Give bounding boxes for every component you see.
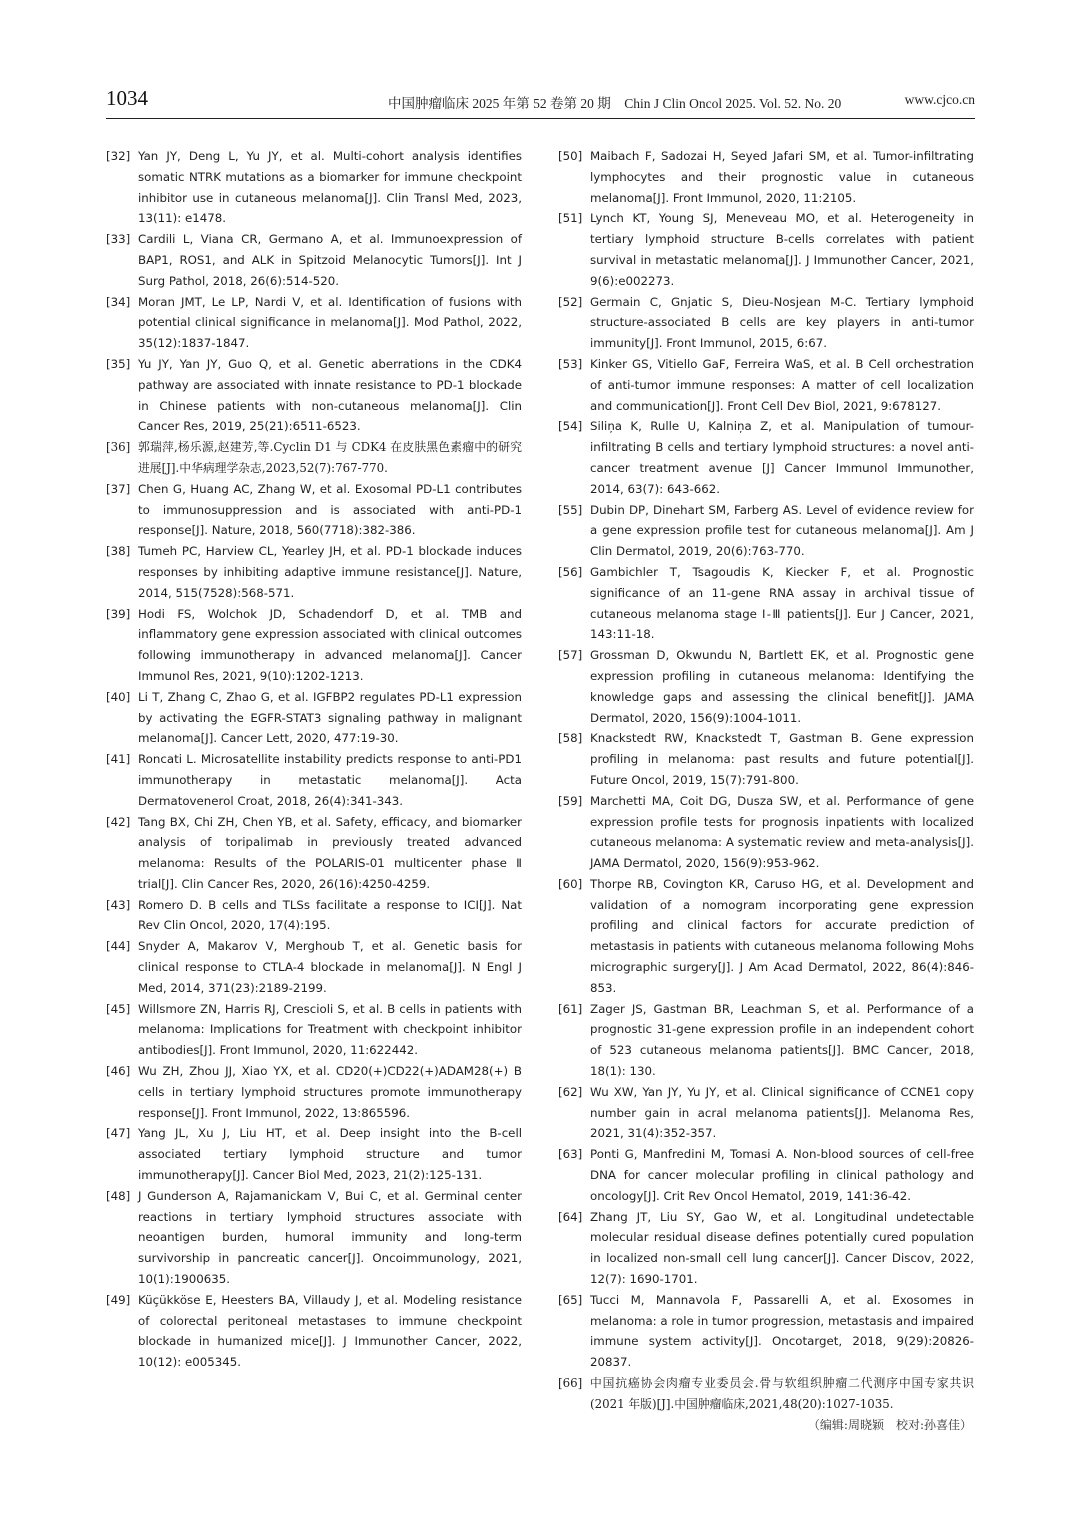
references-right-column — [558, 146, 974, 1435]
reference-number: [60] — [558, 876, 583, 891]
reference-text: Snyder A, Makarov V, Merghoub T, et al. Genetic basis for clinical response to CTLA-4 blockade in melanoma[J]. N Engl J Med, 2014, 371(23):2189-2199. — [138, 939, 522, 995]
editor-note: （编辑:周晓颖 校对:孙喜佳） — [807, 1417, 972, 1432]
reference-text: Küçükköse E, Heesters BA, Villaudy J, et al. Modeling resistance of colorectal peritoneal metastases to immune checkpoint blockade in humanized mice[J]. J Immunother Cancer, 2022, 10(12): e005345. — [138, 1292, 522, 1370]
reference-text: Tucci M, Mannavola F, Passarelli A, et al. Exosomes in melanoma: a role in tumor progression, metastasis and impaired immune system activity[J]. Oncotarget, 2018, 9(29):20826-20837. — [590, 1292, 974, 1370]
reference-text: Knackstedt RW, Knackstedt T, Gastman B. Gene expression profiling in melanoma: past results and future potential[J]. Future Oncol, 2019, 15(7):791-800. — [590, 731, 974, 787]
reference-item — [106, 1186, 522, 1290]
reference-item — [106, 812, 522, 895]
reference-text: Moran JMT, Le LP, Nardi V, et al. Identification of fusions with potential clinical significance in melanoma[J]. Mod Pathol, 2022, 35(12):1837-1847. — [138, 294, 522, 351]
reference-text: 郭瑞萍,杨乐源,赵建芳,等.Cyclin D1 与 CDK4 在皮肤黑色素瘤中的研究进展[J].中华病理学杂志,2023,52(7):767-770. — [138, 440, 522, 475]
reference-number: [65] — [558, 1292, 583, 1307]
reference-item — [558, 1207, 974, 1290]
reference-text: Roncati L. Microsatellite instability predicts response to anti-PD1 immunotherapy in metastatic melanoma[J]. Acta Dermatovenerol Croat, 2018, 26(4):341-343. — [138, 752, 522, 808]
reference-item — [106, 479, 522, 541]
reference-number: [52] — [558, 294, 583, 309]
reference-text: Yang JL, Xu J, Liu HT, et al. Deep insight into the B-cell associated tertiary lymphoid structure and tumor immunotherapy[J]. Cancer Biol Med, 2023, 21(2):125-131. — [138, 1126, 522, 1183]
reference-text: Zager JS, Gastman BR, Leachman S, et al. Performance of a prognostic 31-gene expression profile in an independent cohort of 523 cutaneous melanoma patients[J]. BMC Cancer, 2018, 18(1): 130. — [590, 1001, 974, 1079]
reference-item — [558, 1373, 974, 1415]
journal-website: www.cjco.cn — [904, 92, 975, 107]
reference-item — [558, 500, 974, 562]
reference-item — [106, 229, 522, 291]
reference-text: Gambichler T, Tsagoudis K, Kiecker F, et al. Prognostic significance of an 11-gene RNA assay in archival tissue of cutaneous melanoma stage Ⅰ-Ⅲ patients[J]. Eur J Cancer, 2021, 143:11-18. — [590, 564, 974, 642]
reference-item — [558, 562, 974, 645]
reference-number: [48] — [106, 1188, 131, 1203]
reference-text: Siliņa K, Rulle U, Kalniņa Z, et al. Manipulation of tumour-infiltrating B cells and tertiary lymphoid structures: a novel anti-cancer treatment avenue [J] Cancer Immunol Immunother, 2014, 63(7): 643-662. — [590, 419, 974, 496]
reference-number: [64] — [558, 1209, 583, 1224]
reference-item — [558, 354, 974, 416]
reference-item — [106, 146, 522, 229]
reference-number: [33] — [106, 232, 131, 247]
reference-number: [49] — [106, 1292, 131, 1307]
reference-item — [558, 1082, 974, 1144]
reference-number: [57] — [558, 648, 583, 663]
reference-number: [34] — [106, 294, 131, 309]
reference-text: Li T, Zhang C, Zhao G, et al. IGFBP2 regulates PD-L1 expression by activating the EGFR-STAT3 signaling pathway in malignant melanoma[J]. Cancer Lett, 2020, 477:19-30. — [138, 689, 522, 746]
reference-text: Tang BX, Chi ZH, Chen YB, et al. Safety, efficacy, and biomarker analysis of toripalimab in previously treated advanced melanoma: Results of the POLARIS-01 multicenter phase Ⅱ trial[J]. Clin Cancer Res, 2020, 26(16):4250-4259. — [138, 814, 522, 891]
reference-text: Thorpe RB, Covington KR, Caruso HG, et al. Development and validation of a nomogram incorporating gene expression profiling and clinical factors for accurate prediction of metastasis in patients with cutaneous melanoma following Mohs micrographic surgery[J]. J Am Acad Dermatol, 2022, 86(4):846-853. — [590, 876, 974, 995]
reference-number: [55] — [558, 502, 583, 517]
reference-item — [558, 1144, 974, 1206]
reference-text: Tumeh PC, Harview CL, Yearley JH, et al. PD-1 blockade induces responses by inhibiting adaptive immune resistance[J]. Nature, 2014, 515(7528):568-571. — [138, 544, 522, 600]
reference-number: [46] — [106, 1064, 131, 1079]
reference-text: J Gunderson A, Rajamanickam V, Bui C, et al. Germinal center reactions in tertiary lymphoid structures associate with neoantigen burden, humoral immunity and long-term survivorship in pancreatic cancer[J]. Oncoimmunology, 2021, 10(1):1900635. — [138, 1188, 522, 1287]
reference-item — [558, 1290, 974, 1373]
reference-text: Lynch KT, Young SJ, Meneveau MO, et al. Heterogeneity in tertiary lymphoid structure B-cells correlates with patient survival in metastatic melanoma[J]. J Immunother Cancer, 2021, 9(6):e002273. — [590, 211, 974, 288]
reference-number: [38] — [106, 544, 131, 559]
reference-number: [42] — [106, 814, 131, 829]
reference-text: Ponti G, Manfredini M, Tomasi A. Non-blood sources of cell-free DNA for cancer molecular profiling in clinical pathology and oncology[J]. Crit Rev Oncol Hematol, 2019, 141:36-42. — [590, 1147, 974, 1203]
reference-number: [37] — [106, 481, 131, 496]
reference-text: Yan JY, Deng L, Yu JY, et al. Multi-cohort analysis identifies somatic NTRK mutations as a biomarker for immune checkpoint inhibitor use in cutaneous melanoma[J]. Clin Transl Med, 2023, 13(11): e1478. — [138, 149, 522, 226]
reference-text: Kinker GS, Vitiello GaF, Ferreira WaS, et al. B Cell orchestration of anti-tumor immune responses: A matter of cell localization and communication[J]. Front Cell Dev Biol, 2021, 9:678127. — [590, 356, 974, 413]
reference-number: [36] — [106, 440, 131, 455]
reference-item — [106, 999, 522, 1061]
reference-item — [558, 645, 974, 728]
reference-text: Cardili L, Viana CR, Germano A, et al. Immunoexpression of BAP1, ROS1, and ALK in Spitzoid Melanocytic Tumors[J]. Int J Surg Pathol, 2018, 26(6):514-520. — [138, 232, 522, 288]
reference-number: [62] — [558, 1084, 583, 1099]
reference-number: [59] — [558, 793, 583, 808]
reference-text: Grossman D, Okwundu N, Bartlett EK, et al. Prognostic gene expression profiling in cutaneous melanoma: Identifying the knowledge gaps and assessing the clinical benefit[J]. JAMA Dermatol, 2020, 156(9):1004-1011. — [590, 648, 974, 725]
reference-text: Yu JY, Yan JY, Guo Q, et al. Genetic aberrations in the CDK4 pathway are associated with innate resistance to PD-1 blockade in Chinese patients with non-cutaneous melanoma[J]. Clin Cancer Res, 2019, 25(21):6511-6523. — [138, 356, 522, 434]
reference-item — [558, 416, 974, 499]
reference-text: Marchetti MA, Coit DG, Dusza SW, et al. Performance of gene expression profile tests for prognosis inpatients with localized cutaneous melanoma: A systematic review and meta-analysis[J]. JAMA Dermatol, 2020, 156(9):953-962. — [590, 793, 974, 871]
reference-item — [106, 1061, 522, 1123]
reference-item — [106, 604, 522, 687]
reference-item — [106, 354, 522, 437]
reference-number: [43] — [106, 897, 131, 912]
reference-item — [558, 874, 974, 999]
reference-number: [58] — [558, 731, 583, 746]
reference-number: [44] — [106, 939, 131, 954]
reference-item — [106, 1123, 522, 1185]
reference-text: Dubin DP, Dinehart SM, Farberg AS. Level of evidence review for a gene expression profile test for cutaneous melanoma[J]. Am J Clin Dermatol, 2019, 20(6):763-770. — [590, 502, 974, 559]
reference-text: Chen G, Huang AC, Zhang W, et al. Exosomal PD-L1 contributes to immunosuppression and is associated with anti-PD-1 response[J]. Nature, 2018, 560(7718):382-386. — [138, 481, 522, 538]
reference-number: [50] — [558, 149, 583, 163]
reference-item — [558, 999, 974, 1082]
reference-item — [106, 895, 522, 937]
reference-item — [558, 292, 974, 354]
reference-number: [47] — [106, 1126, 131, 1141]
reference-number: [41] — [106, 752, 131, 767]
reference-item — [106, 1290, 522, 1373]
reference-number: [56] — [558, 564, 583, 579]
references-left-column — [106, 146, 522, 1373]
reference-text: Romero D. B cells and TLSs facilitate a response to ICI[J]. Nat Rev Clin Oncol, 2020, 17(4):195. — [138, 897, 522, 933]
reference-item — [106, 437, 522, 479]
reference-number: [32] — [106, 149, 131, 163]
reference-number: [54] — [558, 419, 583, 434]
running-header — [106, 84, 975, 119]
reference-number: [66] — [558, 1376, 583, 1391]
reference-item — [558, 208, 974, 291]
reference-text: Zhang JT, Liu SY, Gao W, et al. Longitudinal undetectable molecular residual disease defines potentially cured population in localized non-small cell lung cancer[J]. Cancer Discov, 2022, 12(7): 1690-1701. — [590, 1209, 974, 1287]
reference-item — [106, 292, 522, 354]
reference-item — [106, 687, 522, 749]
reference-text: Wu ZH, Zhou JJ, Xiao YX, et al. CD20(+)CD22(+)ADAM28(+) B cells in tertiary lymphoid structures promote immunotherapy response[J]. Front Immunol, 2022, 13:865596. — [138, 1064, 522, 1120]
reference-text: Hodi FS, Wolchok JD, Schadendorf D, et al. TMB and inflammatory gene expression associated with clinical outcomes following immunotherapy in advanced melanoma[J]. Cancer Immunol Res, 2021, 9(10):1202-1213. — [138, 606, 522, 683]
reference-number: [35] — [106, 356, 131, 371]
reference-number: [45] — [106, 1001, 131, 1016]
page-number: 1034 — [106, 86, 148, 110]
reference-text: Wu XW, Yan JY, Yu JY, et al. Clinical significance of CCNE1 copy number gain in acral melanoma patients[J]. Melanoma Res, 2021, 31(4):352-357. — [590, 1084, 974, 1141]
reference-text: Maibach F, Sadozai H, Seyed Jafari SM, et al. Tumor-infiltrating lymphocytes and their prognostic value in cutaneous melanoma[J]. Front Immunol, 2020, 11:2105. — [590, 149, 974, 205]
journal-citation: 中国肿瘤临床 2025 年第 52 卷第 20 期 Chin J Clin Oncol 2025. Vol. 52. No. 20 — [388, 96, 842, 111]
reference-text: 中国抗癌协会肉瘤专业委员会.骨与软组织肿瘤二代测序中国专家共识 (2021 年版)[J].中国肿瘤临床,2021,48(20):1027-1035. — [590, 1376, 974, 1411]
reference-item — [106, 541, 522, 603]
reference-item — [106, 936, 522, 998]
reference-item — [558, 728, 974, 790]
reference-number: [51] — [558, 211, 583, 226]
reference-number: [61] — [558, 1001, 583, 1016]
reference-text: Germain C, Gnjatic S, Dieu-Nosjean M-C. Tertiary lymphoid structure-associated B cells are key players in anti-tumor immunity[J]. Front Immunol, 2015, 6:67. — [590, 294, 974, 351]
reference-number: [53] — [558, 356, 583, 371]
reference-number: [63] — [558, 1147, 583, 1162]
reference-item — [558, 791, 974, 874]
reference-item — [106, 749, 522, 811]
reference-number: [39] — [106, 606, 131, 621]
reference-item — [558, 146, 974, 208]
reference-number: [40] — [106, 689, 131, 704]
reference-text: Willsmore ZN, Harris RJ, Crescioli S, et al. B cells in patients with melanoma: Implications for Treatment with checkpoint inhibitor antibodies[J]. Front Immunol, 2020, 11:622442. — [138, 1001, 522, 1058]
